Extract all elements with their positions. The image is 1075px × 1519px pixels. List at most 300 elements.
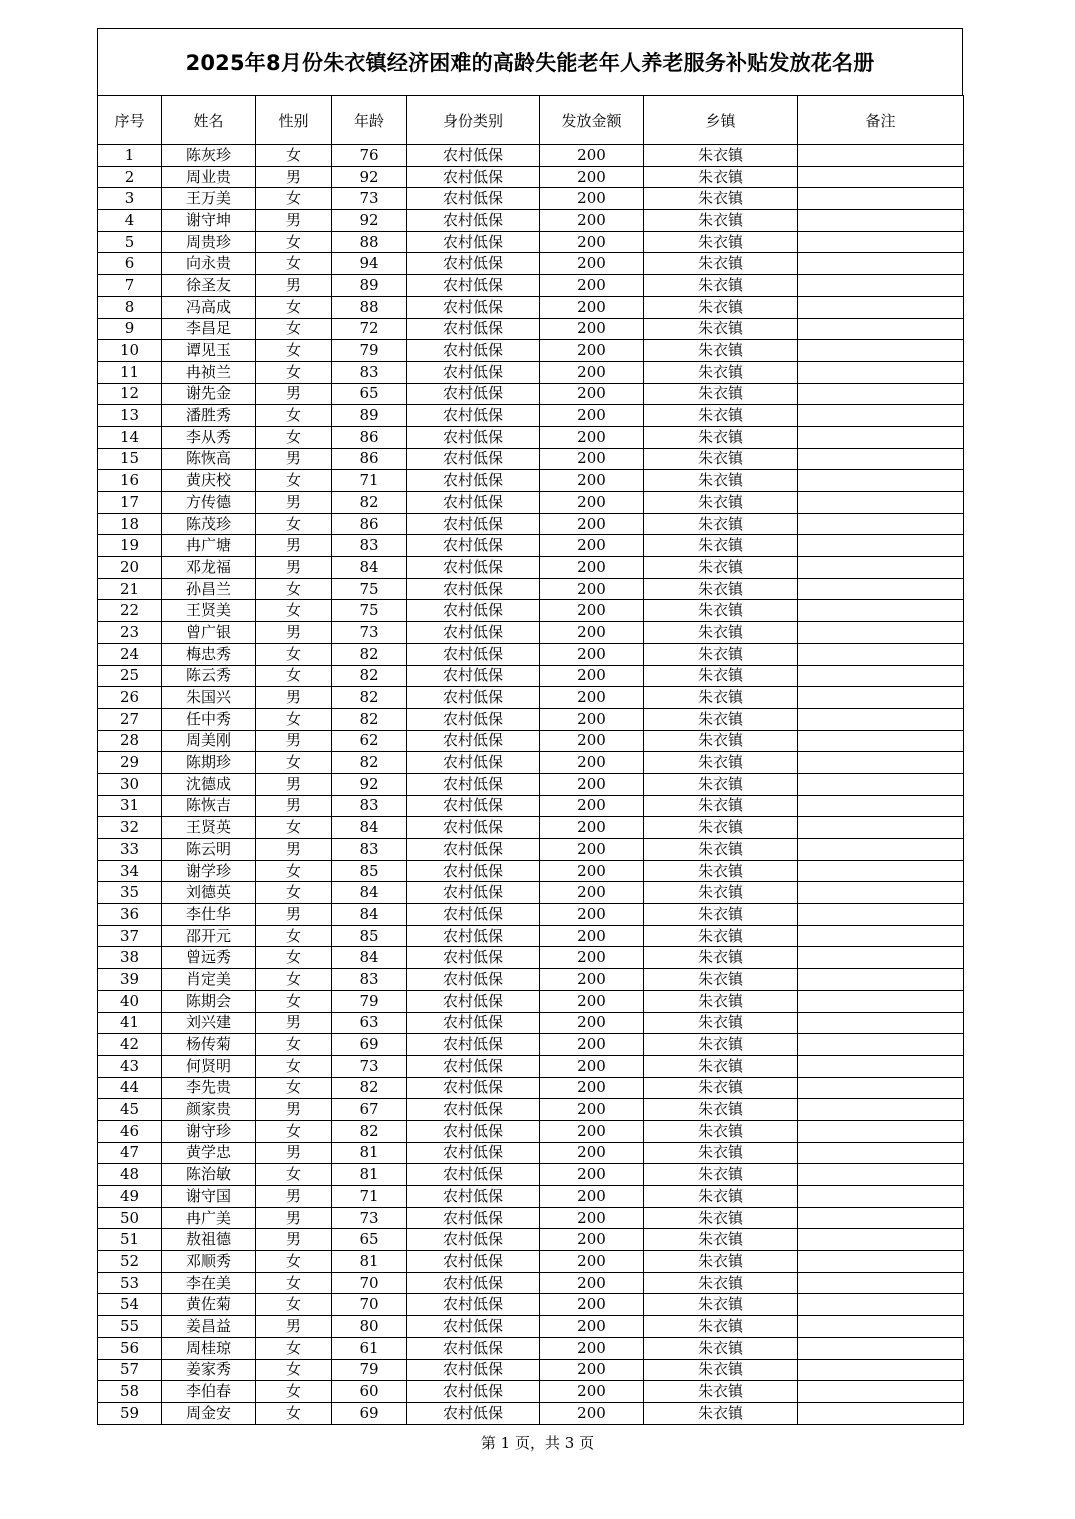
cell-town: 朱衣镇	[644, 210, 798, 232]
cell-amount: 200	[540, 1207, 644, 1229]
cell-age: 83	[332, 795, 407, 817]
cell-name: 任中秀	[162, 708, 256, 730]
cell-index: 3	[98, 188, 162, 210]
cell-name: 周业贵	[162, 166, 256, 188]
cell-index: 14	[98, 426, 162, 448]
cell-category: 农村低保	[407, 665, 540, 687]
table-row	[98, 231, 964, 253]
table-row	[98, 1207, 964, 1229]
cell-name: 邓顺秀	[162, 1251, 256, 1273]
cell-town: 朱衣镇	[644, 1272, 798, 1294]
cell-index: 51	[98, 1229, 162, 1251]
cell-index: 54	[98, 1294, 162, 1316]
cell-amount: 200	[540, 795, 644, 817]
cell-category: 农村低保	[407, 1359, 540, 1381]
table-row	[98, 448, 964, 470]
cell-amount: 200	[540, 839, 644, 861]
cell-town: 朱衣镇	[644, 231, 798, 253]
cell-name: 陈期会	[162, 990, 256, 1012]
table-row	[98, 296, 964, 318]
cell-age: 83	[332, 535, 407, 557]
cell-town: 朱衣镇	[644, 687, 798, 709]
cell-town: 朱衣镇	[644, 643, 798, 665]
cell-town: 朱衣镇	[644, 860, 798, 882]
cell-age: 84	[332, 817, 407, 839]
cell-category: 农村低保	[407, 1055, 540, 1077]
table-row	[98, 773, 964, 795]
cell-amount: 200	[540, 426, 644, 448]
cell-index: 24	[98, 643, 162, 665]
cell-name: 冉广塘	[162, 535, 256, 557]
cell-age: 82	[332, 687, 407, 709]
cell-town: 朱衣镇	[644, 492, 798, 514]
cell-gender: 女	[256, 1272, 332, 1294]
cell-remarks	[798, 557, 964, 579]
cell-gender: 男	[256, 1142, 332, 1164]
cell-index: 39	[98, 969, 162, 991]
cell-name: 陈期珍	[162, 752, 256, 774]
cell-index: 41	[98, 1012, 162, 1034]
cell-index: 36	[98, 904, 162, 926]
cell-name: 王贤美	[162, 600, 256, 622]
table-row	[98, 1402, 964, 1424]
cell-name: 潘胜秀	[162, 405, 256, 427]
cell-age: 82	[332, 643, 407, 665]
cell-name: 冉祯兰	[162, 361, 256, 383]
cell-remarks	[798, 817, 964, 839]
cell-town: 朱衣镇	[644, 1077, 798, 1099]
table-row	[98, 1294, 964, 1316]
cell-index: 40	[98, 990, 162, 1012]
cell-remarks	[798, 947, 964, 969]
cell-name: 谢守国	[162, 1186, 256, 1208]
table-row	[98, 1055, 964, 1077]
cell-remarks	[798, 1272, 964, 1294]
cell-age: 83	[332, 839, 407, 861]
table-row	[98, 1272, 964, 1294]
cell-age: 79	[332, 990, 407, 1012]
cell-amount: 200	[540, 1099, 644, 1121]
cell-remarks	[798, 925, 964, 947]
cell-gender: 男	[256, 622, 332, 644]
cell-town: 朱衣镇	[644, 1055, 798, 1077]
table-row	[98, 318, 964, 340]
cell-name: 李在美	[162, 1272, 256, 1294]
cell-amount: 200	[540, 708, 644, 730]
cell-age: 71	[332, 470, 407, 492]
cell-gender: 女	[256, 426, 332, 448]
table-row	[98, 188, 964, 210]
cell-amount: 200	[540, 817, 644, 839]
cell-age: 89	[332, 275, 407, 297]
cell-amount: 200	[540, 557, 644, 579]
cell-category: 农村低保	[407, 296, 540, 318]
cell-category: 农村低保	[407, 622, 540, 644]
cell-age: 75	[332, 578, 407, 600]
cell-age: 92	[332, 773, 407, 795]
cell-gender: 男	[256, 1012, 332, 1034]
cell-category: 农村低保	[407, 470, 540, 492]
cell-name: 王贤英	[162, 817, 256, 839]
cell-category: 农村低保	[407, 839, 540, 861]
cell-remarks	[798, 340, 964, 362]
table-row	[98, 166, 964, 188]
cell-age: 63	[332, 1012, 407, 1034]
cell-town: 朱衣镇	[644, 448, 798, 470]
cell-remarks	[798, 773, 964, 795]
cell-index: 32	[98, 817, 162, 839]
table-row	[98, 361, 964, 383]
cell-name: 周贵珍	[162, 231, 256, 253]
cell-amount: 200	[540, 622, 644, 644]
cell-town: 朱衣镇	[644, 1229, 798, 1251]
cell-town: 朱衣镇	[644, 340, 798, 362]
cell-amount: 200	[540, 405, 644, 427]
cell-town: 朱衣镇	[644, 361, 798, 383]
table-row	[98, 665, 964, 687]
cell-category: 农村低保	[407, 1077, 540, 1099]
cell-town: 朱衣镇	[644, 990, 798, 1012]
cell-remarks	[798, 426, 964, 448]
cell-town: 朱衣镇	[644, 665, 798, 687]
cell-amount: 200	[540, 1034, 644, 1056]
cell-index: 4	[98, 210, 162, 232]
cell-amount: 200	[540, 166, 644, 188]
cell-remarks	[798, 1337, 964, 1359]
cell-remarks	[798, 1077, 964, 1099]
cell-amount: 200	[540, 1012, 644, 1034]
table-row	[98, 1012, 964, 1034]
cell-category: 农村低保	[407, 513, 540, 535]
cell-town: 朱衣镇	[644, 925, 798, 947]
cell-town: 朱衣镇	[644, 1207, 798, 1229]
cell-name: 周美刚	[162, 730, 256, 752]
cell-town: 朱衣镇	[644, 1294, 798, 1316]
cell-index: 10	[98, 340, 162, 362]
cell-age: 82	[332, 752, 407, 774]
table-row	[98, 708, 964, 730]
cell-index: 8	[98, 296, 162, 318]
cell-amount: 200	[540, 665, 644, 687]
cell-remarks	[798, 253, 964, 275]
cell-category: 农村低保	[407, 795, 540, 817]
cell-amount: 200	[540, 1186, 644, 1208]
cell-gender: 男	[256, 383, 332, 405]
cell-name: 李先贵	[162, 1077, 256, 1099]
cell-name: 冉广美	[162, 1207, 256, 1229]
table-row	[98, 882, 964, 904]
cell-age: 82	[332, 665, 407, 687]
cell-name: 黄庆校	[162, 470, 256, 492]
cell-town: 朱衣镇	[644, 1099, 798, 1121]
cell-gender: 女	[256, 1251, 332, 1273]
cell-category: 农村低保	[407, 1099, 540, 1121]
cell-remarks	[798, 1381, 964, 1403]
cell-index: 46	[98, 1120, 162, 1142]
cell-town: 朱衣镇	[644, 1186, 798, 1208]
cell-remarks	[798, 969, 964, 991]
cell-name: 姜昌益	[162, 1316, 256, 1338]
cell-town: 朱衣镇	[644, 1142, 798, 1164]
cell-amount: 200	[540, 687, 644, 709]
cell-category: 农村低保	[407, 166, 540, 188]
cell-name: 梅忠秀	[162, 643, 256, 665]
table-row	[98, 426, 964, 448]
cell-town: 朱衣镇	[644, 817, 798, 839]
cell-town: 朱衣镇	[644, 470, 798, 492]
cell-gender: 男	[256, 773, 332, 795]
cell-name: 陈恢高	[162, 448, 256, 470]
table-row	[98, 1142, 964, 1164]
cell-remarks	[798, 318, 964, 340]
cell-name: 肖定美	[162, 969, 256, 991]
cell-gender: 男	[256, 557, 332, 579]
cell-amount: 200	[540, 1077, 644, 1099]
cell-gender: 女	[256, 708, 332, 730]
cell-category: 农村低保	[407, 448, 540, 470]
cell-remarks	[798, 405, 964, 427]
cell-amount: 200	[540, 904, 644, 926]
cell-town: 朱衣镇	[644, 145, 798, 167]
cell-index: 37	[98, 925, 162, 947]
cell-category: 农村低保	[407, 687, 540, 709]
cell-index: 31	[98, 795, 162, 817]
cell-age: 73	[332, 622, 407, 644]
cell-town: 朱衣镇	[644, 1381, 798, 1403]
cell-remarks	[798, 448, 964, 470]
cell-amount: 200	[540, 231, 644, 253]
cell-index: 22	[98, 600, 162, 622]
cell-age: 76	[332, 145, 407, 167]
cell-index: 9	[98, 318, 162, 340]
cell-category: 农村低保	[407, 405, 540, 427]
cell-gender: 男	[256, 1207, 332, 1229]
cell-name: 黄佐菊	[162, 1294, 256, 1316]
cell-amount: 200	[540, 318, 644, 340]
cell-town: 朱衣镇	[644, 1034, 798, 1056]
cell-gender: 女	[256, 817, 332, 839]
cell-town: 朱衣镇	[644, 795, 798, 817]
cell-gender: 男	[256, 210, 332, 232]
cell-gender: 女	[256, 145, 332, 167]
cell-category: 农村低保	[407, 253, 540, 275]
cell-name: 黄学忠	[162, 1142, 256, 1164]
table-row	[98, 643, 964, 665]
cell-gender: 男	[256, 839, 332, 861]
cell-name: 谢守坤	[162, 210, 256, 232]
cell-town: 朱衣镇	[644, 1359, 798, 1381]
cell-town: 朱衣镇	[644, 1337, 798, 1359]
cell-age: 81	[332, 1142, 407, 1164]
cell-remarks	[798, 708, 964, 730]
cell-town: 朱衣镇	[644, 296, 798, 318]
table-row	[98, 1337, 964, 1359]
cell-gender: 男	[256, 1229, 332, 1251]
cell-index: 43	[98, 1055, 162, 1077]
cell-remarks	[798, 470, 964, 492]
cell-remarks	[798, 1099, 964, 1121]
table-row	[98, 990, 964, 1012]
cell-remarks	[798, 1034, 964, 1056]
page-title: 2025年8月份朱衣镇经济困难的高龄失能老年人养老服务补贴发放花名册	[185, 51, 875, 75]
cell-index: 59	[98, 1402, 162, 1424]
cell-remarks	[798, 492, 964, 514]
cell-category: 农村低保	[407, 578, 540, 600]
cell-category: 农村低保	[407, 361, 540, 383]
cell-amount: 200	[540, 882, 644, 904]
cell-remarks	[798, 665, 964, 687]
cell-remarks	[798, 1294, 964, 1316]
cell-category: 农村低保	[407, 1294, 540, 1316]
cell-category: 农村低保	[407, 231, 540, 253]
cell-name: 刘德英	[162, 882, 256, 904]
cell-gender: 男	[256, 1316, 332, 1338]
cell-index: 2	[98, 166, 162, 188]
cell-town: 朱衣镇	[644, 253, 798, 275]
cell-town: 朱衣镇	[644, 730, 798, 752]
cell-category: 农村低保	[407, 1316, 540, 1338]
cell-remarks	[798, 990, 964, 1012]
cell-amount: 200	[540, 752, 644, 774]
cell-category: 农村低保	[407, 643, 540, 665]
cell-age: 84	[332, 557, 407, 579]
cell-amount: 200	[540, 1359, 644, 1381]
cell-index: 52	[98, 1251, 162, 1273]
cell-town: 朱衣镇	[644, 275, 798, 297]
cell-amount: 200	[540, 1381, 644, 1403]
cell-amount: 200	[540, 210, 644, 232]
cell-index: 53	[98, 1272, 162, 1294]
cell-index: 11	[98, 361, 162, 383]
cell-index: 35	[98, 882, 162, 904]
title-box	[97, 28, 963, 95]
cell-category: 农村低保	[407, 535, 540, 557]
table-row	[98, 925, 964, 947]
cell-age: 60	[332, 1381, 407, 1403]
cell-amount: 200	[540, 643, 644, 665]
table-row	[98, 535, 964, 557]
cell-amount: 200	[540, 1402, 644, 1424]
cell-age: 71	[332, 1186, 407, 1208]
header-age: 年龄	[332, 96, 407, 145]
cell-gender: 女	[256, 470, 332, 492]
cell-gender: 女	[256, 340, 332, 362]
cell-gender: 男	[256, 795, 332, 817]
cell-age: 85	[332, 925, 407, 947]
cell-remarks	[798, 839, 964, 861]
cell-index: 38	[98, 947, 162, 969]
cell-name: 李从秀	[162, 426, 256, 448]
cell-age: 69	[332, 1402, 407, 1424]
cell-category: 农村低保	[407, 1142, 540, 1164]
cell-town: 朱衣镇	[644, 1164, 798, 1186]
cell-amount: 200	[540, 383, 644, 405]
cell-gender: 男	[256, 904, 332, 926]
cell-category: 农村低保	[407, 383, 540, 405]
header-name: 姓名	[162, 96, 256, 145]
cell-category: 农村低保	[407, 210, 540, 232]
cell-index: 17	[98, 492, 162, 514]
table-row	[98, 1164, 964, 1186]
table-row	[98, 860, 964, 882]
cell-index: 45	[98, 1099, 162, 1121]
cell-remarks	[798, 622, 964, 644]
cell-amount: 200	[540, 860, 644, 882]
cell-index: 1	[98, 145, 162, 167]
cell-gender: 女	[256, 1077, 332, 1099]
cell-town: 朱衣镇	[644, 1402, 798, 1424]
cell-town: 朱衣镇	[644, 578, 798, 600]
table-row	[98, 947, 964, 969]
cell-remarks	[798, 1012, 964, 1034]
cell-gender: 女	[256, 665, 332, 687]
cell-age: 92	[332, 166, 407, 188]
header-gender: 性别	[256, 96, 332, 145]
cell-amount: 200	[540, 1164, 644, 1186]
cell-amount: 200	[540, 253, 644, 275]
cell-category: 农村低保	[407, 426, 540, 448]
cell-name: 邓龙福	[162, 557, 256, 579]
table-row	[98, 557, 964, 579]
cell-category: 农村低保	[407, 817, 540, 839]
cell-age: 72	[332, 318, 407, 340]
cell-name: 徐圣友	[162, 275, 256, 297]
cell-town: 朱衣镇	[644, 947, 798, 969]
cell-gender: 男	[256, 535, 332, 557]
cell-gender: 女	[256, 882, 332, 904]
cell-age: 83	[332, 361, 407, 383]
cell-amount: 200	[540, 275, 644, 297]
cell-gender: 女	[256, 1402, 332, 1424]
cell-remarks	[798, 904, 964, 926]
cell-category: 农村低保	[407, 1251, 540, 1273]
cell-town: 朱衣镇	[644, 1012, 798, 1034]
table-row	[98, 600, 964, 622]
cell-remarks	[798, 752, 964, 774]
cell-age: 84	[332, 904, 407, 926]
cell-amount: 200	[540, 448, 644, 470]
cell-gender: 男	[256, 1186, 332, 1208]
cell-age: 84	[332, 882, 407, 904]
cell-remarks	[798, 1251, 964, 1273]
cell-index: 13	[98, 405, 162, 427]
cell-age: 73	[332, 1207, 407, 1229]
table-row	[98, 1034, 964, 1056]
table-row	[98, 578, 964, 600]
cell-gender: 女	[256, 1034, 332, 1056]
cell-name: 陈灰珍	[162, 145, 256, 167]
cell-age: 82	[332, 1120, 407, 1142]
cell-town: 朱衣镇	[644, 1316, 798, 1338]
cell-name: 曾广银	[162, 622, 256, 644]
cell-name: 刘兴建	[162, 1012, 256, 1034]
cell-age: 86	[332, 448, 407, 470]
cell-index: 23	[98, 622, 162, 644]
cell-gender: 女	[256, 990, 332, 1012]
cell-town: 朱衣镇	[644, 426, 798, 448]
header-category: 身份类别	[407, 96, 540, 145]
cell-gender: 女	[256, 361, 332, 383]
cell-name: 沈德成	[162, 773, 256, 795]
cell-name: 王万美	[162, 188, 256, 210]
table-row	[98, 839, 964, 861]
cell-town: 朱衣镇	[644, 752, 798, 774]
cell-remarks	[798, 210, 964, 232]
cell-town: 朱衣镇	[644, 318, 798, 340]
cell-name: 周金安	[162, 1402, 256, 1424]
table-row	[98, 1229, 964, 1251]
cell-age: 92	[332, 210, 407, 232]
